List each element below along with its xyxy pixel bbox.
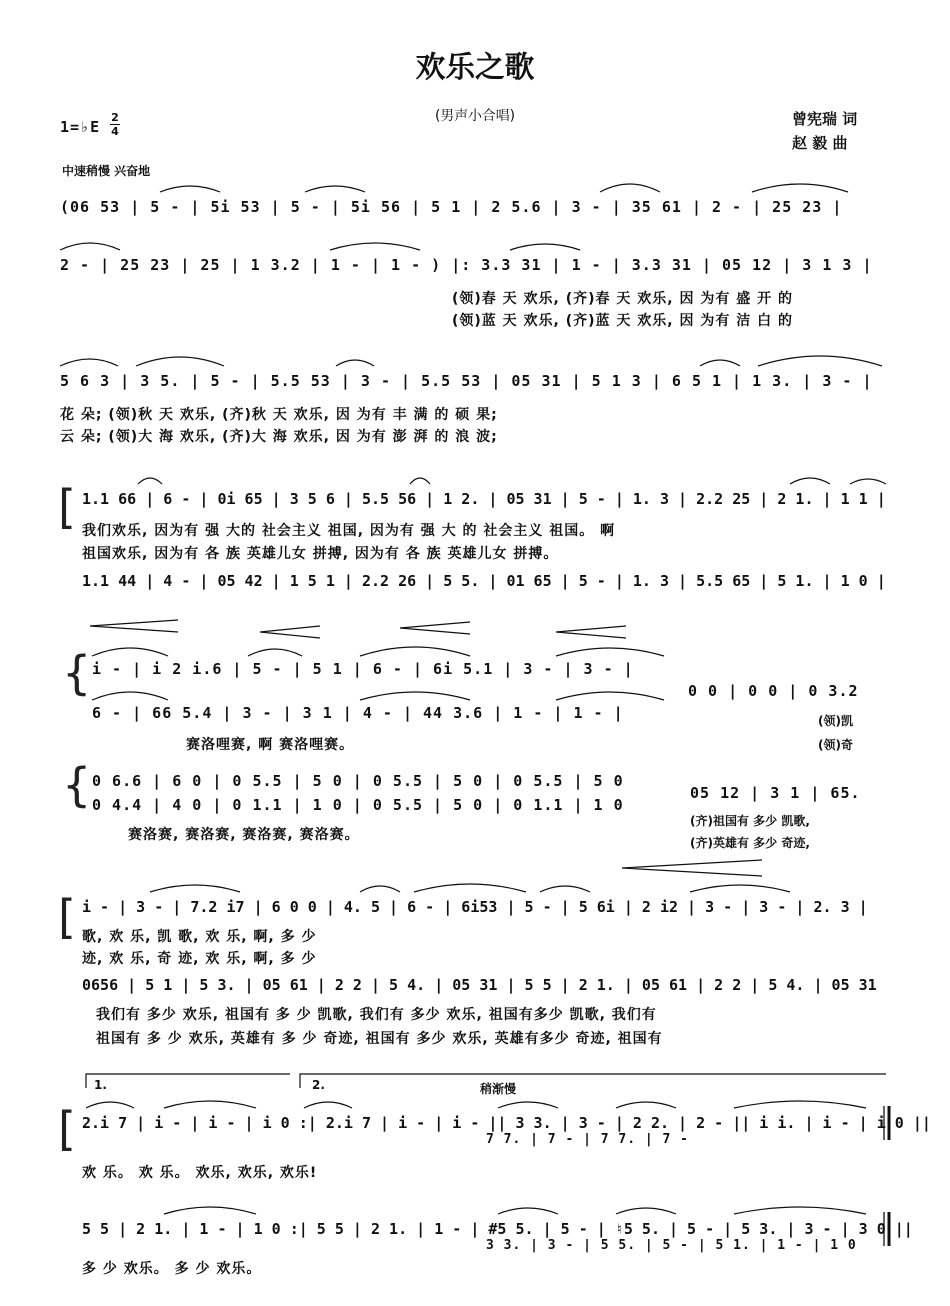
slur [360, 647, 470, 656]
staff-6-brace: { [62, 758, 92, 812]
staff-8-lower-low-notes: 3 3. | 3 - | 5 5. | 5 - | 5 1. | 1 - | 1 0 [486, 1238, 857, 1253]
staff-5-brace: { [62, 646, 92, 700]
slur [60, 243, 120, 250]
staff-6-side-lyric-1: (齐)祖国有 多少 凯歌, [690, 814, 810, 828]
slur [734, 1101, 866, 1108]
slur [758, 356, 882, 366]
crescendo-hairpin [622, 860, 762, 876]
slur [752, 184, 848, 192]
volta-bracket [300, 1074, 886, 1088]
staff-6-side-notes: 05 12 | 3 1 | 65. [690, 784, 861, 802]
tempo-change-marking: 稍渐慢 [480, 1082, 517, 1096]
slur [160, 186, 220, 192]
staff-8-lower-notes: 5 5 | 2 1. | 1 - | 1 0 :| 5 5 | 2 1. | 1 - | #5 5. | 5 - | ♮5 5. | 5 - | 5 3. | 3 - | 3 0 || [82, 1220, 913, 1238]
staff-3-lyric-verse-1: 花 朵; (领)秋 天 欢乐, (齐)秋 天 欢乐, 因 为有 丰 满 的 硕 果; [60, 407, 498, 423]
slur [616, 1102, 676, 1108]
slur [360, 692, 470, 700]
staff-8-bracket: [ [58, 1102, 76, 1156]
staff-8-upper-notes: 2.i 7 | i - | i - | i 0 :| 2.i 7 | i - | i - || 3 3. | 3 - | 2 2. | 2 - || i i. | i - | i 0 || [82, 1114, 931, 1132]
volta-2-label: 2. [312, 1078, 325, 1092]
slur [600, 184, 660, 192]
staff-6-lower-notes: 0 4.4 | 4 0 | 0 1.1 | 1 0 | 0 5.5 | 5 0 | 0 1.1 | 1 0 [92, 796, 624, 814]
time-signature-top: 2 [111, 111, 119, 124]
slur [336, 360, 374, 366]
song-title: 欢乐之歌 [415, 49, 535, 84]
staff-4-lyric-verse-2: 祖国欢乐, 因为有 各 族 英雄儿女 拼搏, 因为有 各 族 英雄儿女 拼搏。 [82, 546, 559, 562]
slur [60, 359, 118, 366]
staff-8-lyric: 欢 乐。 欢 乐。 欢乐, 欢乐, 欢乐! [82, 1165, 318, 1181]
staff-2-notes: 2 - | 25 23 | 25 | 1 3.2 | 1 - | 1 - ) |: 3.3 31 | 1 - | 3.3 31 | 05 12 | 3 1 3 | [60, 256, 873, 274]
slur [616, 1208, 676, 1214]
staff-5-upper-notes: i - | i 2 i.6 | 5 - | 5 1 | 6 - | 6i 5.1 | 3 - | 3 - | [92, 660, 634, 678]
slur [304, 1102, 352, 1108]
staff-7-lyric-verse-2: 迹, 欢 乐, 奇 迹, 欢 乐, 啊, 多 少 [82, 951, 317, 967]
slur [330, 243, 420, 250]
staff-4-upper-notes: 1.1 66 | 6 - | 0i 65 | 3 5 6 | 5.5 56 | 1 2. | 05 31 | 5 - | 1. 3 | 2.2 25 | 2 1. | 1 1 | [82, 490, 886, 508]
staff-7-bracket: [ [58, 890, 76, 944]
slur [138, 478, 162, 484]
slur [414, 884, 526, 892]
volta-1-label: 1. [94, 1078, 107, 1092]
staff-5-side-notes: 0 0 | 0 0 | 0 3.2 [688, 682, 859, 700]
slur [164, 1101, 256, 1108]
slur [498, 1208, 558, 1214]
staff-1-notes: (06 53 | 5 - | 5i 53 | 5 - | 5i 56 | 5 1 | 2 5.6 | 3 - | 35 61 | 2 - | 25 23 | [60, 198, 843, 216]
slur [86, 1102, 134, 1108]
slur [850, 479, 886, 484]
slur [734, 1207, 866, 1214]
staff-7-upper-notes: i - | 3 - | 7.2 i7 | 6 0 0 | 4. 5 | 6 - | 6i53 | 5 - | 5 6i | 2 i2 | 3 - | 3 - | 2. 3 | [82, 898, 868, 916]
crescendo-hairpin [556, 626, 626, 638]
staff-2-lyric-verse-2: (领)蓝 天 欢乐, (齐)蓝 天 欢乐, 因 为有 洁 白 的 [452, 313, 793, 329]
staff-5-side-lyric-1: (领)凯 [818, 714, 853, 728]
slur [150, 885, 240, 892]
composer-credit: 赵 毅 曲 [792, 134, 848, 152]
staff-3-lyric-verse-2: 云 朵; (领)大 海 欢乐, (齐)大 海 欢乐, 因 为有 澎 湃 的 浪 波; [60, 429, 498, 445]
time-signature-bottom: 4 [111, 125, 119, 138]
staff-6-side-lyric-2: (齐)英雄有 多少 奇迹, [690, 836, 810, 850]
slur [540, 886, 590, 892]
slur [410, 478, 430, 484]
staff-4-lower-notes: 1.1 44 | 4 - | 05 42 | 1 5 1 | 2.2 26 | 5 5. | 01 65 | 5 - | 1. 3 | 5.5 65 | 5 1. | 1 0 | [82, 572, 886, 590]
staff-2-lyric-verse-1: (领)春 天 欢乐, (齐)春 天 欢乐, 因 为有 盛 开 的 [452, 291, 793, 307]
slur [790, 478, 830, 484]
slur [556, 648, 664, 656]
staff-4-bracket: [ [58, 480, 76, 534]
staff-8-lower-lyric: 多 少 欢乐。 多 少 欢乐。 [82, 1261, 262, 1277]
staff-7-lower-lyric-2: 祖国有 多 少 欢乐, 英雄有 多 少 奇迹, 祖国有 多少 欢乐, 英雄有多少 奇迹, 祖国有 [96, 1031, 663, 1047]
slur [92, 648, 168, 656]
staff-6-lyric: 赛洛赛, 赛洛赛, 赛洛赛, 赛洛赛。 [128, 827, 360, 843]
slur [164, 1207, 256, 1214]
staff-5-lyric: 赛洛哩赛, 啊 赛洛哩赛。 [186, 737, 355, 753]
lyricist-credit: 曾宪瑞 词 [792, 110, 858, 128]
slur [136, 357, 224, 366]
staff-6-upper-notes: 0 6.6 | 6 0 | 0 5.5 | 5 0 | 0 5.5 | 5 0 | 0 5.5 | 5 0 [92, 772, 624, 790]
staff-5-side-lyric-2: (领)奇 [818, 738, 853, 752]
staff-7-lower-lyric-1: 我们有 多少 欢乐, 祖国有 多 少 凯歌, 我们有 多少 欢乐, 祖国有多少 凯歌, 我们有 [96, 1007, 657, 1023]
staff-4-lyric-verse-1: 我们欢乐, 因为有 强 大的 社会主义 祖国, 因为有 强 大 的 社会主义 祖国。 啊 [82, 523, 616, 539]
staff-8-upper-low-notes: 7 7. | 7 - | 7 7. | 7 - [486, 1132, 690, 1147]
staff-7-lower-notes: 0656 | 5 1 | 5 3. | 05 61 | 2 2 | 5 4. | 05 31 | 5 5 | 2 1. | 05 61 | 2 2 | 5 4. | 05 31 [82, 976, 877, 994]
staff-3-notes: 5 6 3 | 3 5. | 5 - | 5.5 53 | 3 - | 5.5 53 | 05 31 | 5 1 3 | 6 5 1 | 1 3. | 3 - | [60, 372, 873, 390]
staff-5-lower-notes: 6 - | 66 5.4 | 3 - | 3 1 | 4 - | 44 3.6 | 1 - | 1 - | [92, 704, 624, 722]
staff-7-lyric-verse-1: 歌, 欢 乐, 凯 歌, 欢 乐, 啊, 多 少 [82, 929, 317, 945]
slur [690, 885, 790, 892]
crescendo-hairpin [90, 620, 178, 632]
slur [92, 692, 168, 700]
crescendo-hairpin [400, 622, 470, 634]
key-signature: 1=♭E [60, 118, 101, 136]
song-subtitle: (男声小合唱) [434, 108, 516, 124]
slur [305, 186, 365, 192]
slur [498, 1102, 558, 1108]
slur [700, 360, 740, 366]
tempo-marking: 中速稍慢 兴奋地 [62, 164, 151, 178]
crescendo-hairpin [260, 626, 320, 638]
slur [360, 886, 400, 892]
slur [510, 244, 580, 250]
slur [248, 649, 302, 656]
volta-bracket [86, 1074, 290, 1088]
slur [556, 692, 664, 700]
